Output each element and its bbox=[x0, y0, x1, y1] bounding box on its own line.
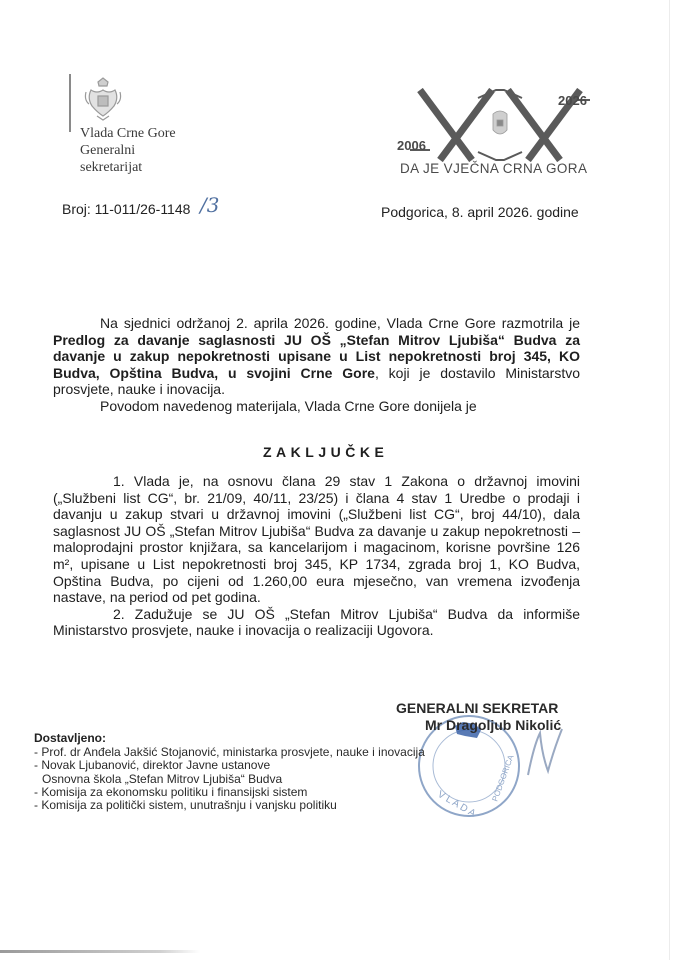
intro-paragraph bbox=[53, 315, 580, 398]
svg-text:V L A D A: V L A D A bbox=[435, 789, 478, 820]
reference-number: Broj: 11-011/26-1148 bbox=[62, 201, 191, 217]
place-and-date: Podgorica, 8. april 2026. godine bbox=[381, 204, 579, 220]
distribution-item: - Komisija za ekonomsku politiku i finansijski sistem bbox=[34, 784, 308, 799]
handwritten-reference-suffix: /3 bbox=[200, 193, 220, 217]
page-scan-edge bbox=[0, 950, 200, 953]
signatory-name: Mr Dragoljub Nikolić bbox=[425, 717, 562, 733]
org-line-1: Vlada Crne Gore bbox=[80, 126, 176, 141]
svg-text:PODGORICA: PODGORICA bbox=[490, 753, 516, 803]
conclusion-item-1: 1. Vlada je, na osnovu člana 29 stav 1 Zakona o državnoj imovini („Službeni list CG“, br. 21/09, 40/11, 23/25) i člana 4 stav 1 Uredbe o prodaji i davanju u zakup stvari u državnoj imovini („Službeni list CG“, broj 44/10), dala saglasnost JU OŠ „Stefan Mitrov Ljubiša“ Budva za davanje u zakup nepokretnosti – maloprodajni prostor knjižara, sa kancelarijom i magacinom, korisne površine 126 m², upisane u List nepokretnosti broj 345, KP 1734, zgrada broj 1, KO Budva, Opština Budva, po cijeni od 1.260,00 eura mjesečno, van vremena izvođenja nastave, na period od pet godina. bbox=[53, 473, 580, 606]
page-right-edge bbox=[669, 0, 670, 960]
distribution-heading: Dostavljeno: bbox=[34, 731, 107, 745]
jubilee-year-start: 2006 bbox=[397, 138, 426, 153]
montenegro-coat-of-arms-icon bbox=[83, 76, 123, 122]
org-line-2: Generalni bbox=[80, 143, 136, 158]
intro-text-end: , koji je dostavilo Ministarstvo prosvjete, nauke i inovacija. bbox=[53, 364, 580, 398]
distribution-item-continuation: Osnovna škola „Stefan Mitrov Ljubiša“ Budva bbox=[42, 771, 283, 786]
organization-name bbox=[80, 125, 176, 176]
distribution-item: - Novak Ljubanović, direktor Javne ustanove bbox=[34, 758, 271, 773]
conclusion-item-2: 2. Zadužuje se JU OŠ „Stefan Mitrov Ljubiša“ Budva da informiše Ministarstvo prosvjete, nauke i inovacija o realizaciji Ugovora. bbox=[53, 605, 580, 639]
intro-text-start: Na sjednici održanoj 2. aprila 2026. godine, Vlada Crne Gore razmotrila je bbox=[100, 315, 580, 331]
distribution-item: - Prof. dr Anđela Jakšić Stojanović, ministarka prosvjete, nauke i inovacija bbox=[34, 745, 425, 759]
signatory-title: GENERALNI SEKRETAR bbox=[396, 700, 559, 716]
handwritten-signature-icon bbox=[520, 725, 580, 785]
distribution-item: - Komisija za politički sistem, unutrašnju i vanjsku politiku bbox=[34, 798, 337, 813]
conclusions-heading: ZAKLJUČKE bbox=[263, 444, 389, 460]
distribution-list bbox=[34, 746, 425, 812]
jubilee-motto: DA JE VJEČNA CRNA GORA bbox=[400, 161, 588, 176]
header-divider bbox=[69, 74, 71, 132]
org-line-3: sekretarijat bbox=[80, 160, 143, 175]
intro-subject-bold: Predlog za davanje saglasnosti JU OŠ „Stefan Mitrov Ljubiša“ Budva za davanje u zakup nepokretnosti upisane u List nepokretnosti broj 345, KO Budva, Opština Budva, u svojini Crne Gore bbox=[53, 331, 580, 381]
conclusions-list bbox=[53, 473, 580, 639]
intro-povodom: Povodom navedenog materijala, Vlada Crne Gore donijela je bbox=[100, 398, 477, 414]
jubilee-year-end: 2026 bbox=[558, 93, 587, 108]
